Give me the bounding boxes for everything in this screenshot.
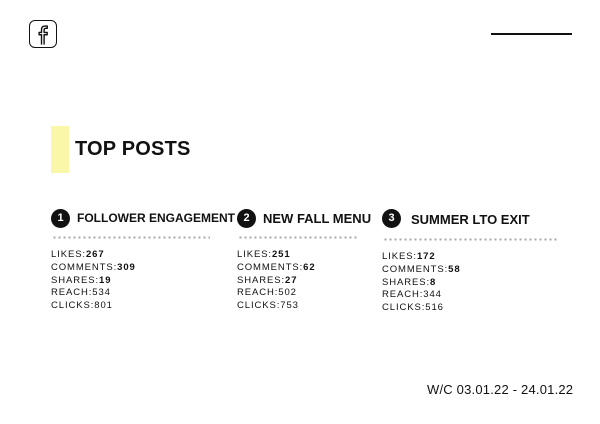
stat-label: REACH:	[382, 289, 424, 301]
stat-value: 753	[280, 300, 299, 312]
stat-value: 251	[271, 249, 291, 260]
stat-reach	[237, 287, 371, 300]
post-stats	[51, 249, 235, 313]
stat-label: CLICKS:	[51, 300, 95, 312]
stat-label: SHARES:	[382, 276, 431, 288]
post-header	[382, 207, 558, 229]
stat-label: COMMENTS:	[382, 263, 449, 275]
stat-value: 27	[285, 274, 298, 286]
stat-clicks	[382, 302, 558, 315]
post-number-badge: 2	[237, 209, 256, 228]
stat-comments	[382, 264, 558, 277]
stat-label: REACH:	[51, 287, 93, 299]
stat-clicks	[51, 300, 235, 313]
stat-shares	[51, 275, 235, 288]
stat-reach	[382, 289, 558, 302]
stat-value: 502	[278, 287, 297, 299]
post-header	[51, 207, 235, 229]
post-title: FOLLOWER ENGAGEMENT	[77, 211, 235, 225]
title-accent-bar	[51, 126, 69, 173]
stat-value: 534	[92, 287, 111, 299]
stat-clicks	[237, 300, 371, 313]
stat-likes	[237, 249, 371, 262]
stat-comments	[237, 262, 371, 275]
post-card-3	[382, 207, 558, 315]
stat-comments	[51, 262, 235, 275]
stat-shares	[237, 275, 371, 288]
stat-label: COMMENTS:	[237, 261, 304, 273]
stat-value: 19	[99, 274, 112, 286]
stat-value: 801	[94, 300, 113, 312]
stat-value: 309	[117, 261, 136, 273]
post-title: SUMMER LTO EXIT	[411, 211, 530, 227]
stat-label: LIKES:	[51, 249, 86, 260]
stat-value: 8	[430, 276, 437, 288]
stat-value: 62	[303, 261, 316, 273]
stat-label: CLICKS:	[382, 302, 426, 314]
stat-label: CLICKS:	[237, 300, 281, 312]
post-title: NEW FALL MENU	[263, 210, 372, 226]
dotted-divider	[52, 236, 210, 239]
stat-value: 344	[423, 289, 442, 301]
stat-value: 58	[448, 263, 461, 275]
stat-likes	[51, 249, 235, 262]
page-title: TOP POSTS	[75, 138, 191, 160]
stat-label: REACH:	[237, 287, 279, 299]
date-range: W/C 03.01.22 - 24.01.22	[427, 382, 574, 397]
stat-likes	[382, 251, 558, 264]
post-number-badge: 1	[51, 209, 70, 228]
post-card-2	[237, 207, 371, 313]
dotted-divider	[238, 236, 359, 239]
post-number-badge: 3	[382, 209, 401, 228]
dotted-divider	[383, 238, 558, 241]
stat-label: COMMENTS:	[51, 261, 118, 273]
stat-value: 267	[85, 249, 105, 260]
stat-value: 516	[425, 302, 444, 314]
stat-label: LIKES:	[237, 249, 272, 260]
stat-label: SHARES:	[51, 274, 100, 286]
stat-label: SHARES:	[237, 274, 286, 286]
stat-label: LIKES:	[382, 251, 417, 262]
post-card-1	[51, 207, 235, 313]
facebook-icon	[29, 20, 57, 48]
stat-shares	[382, 277, 558, 290]
post-stats	[382, 251, 558, 315]
stat-value: 172	[416, 251, 436, 262]
post-header	[237, 207, 371, 229]
header-divider	[491, 33, 572, 35]
stat-reach	[51, 287, 235, 300]
post-stats	[237, 249, 371, 313]
